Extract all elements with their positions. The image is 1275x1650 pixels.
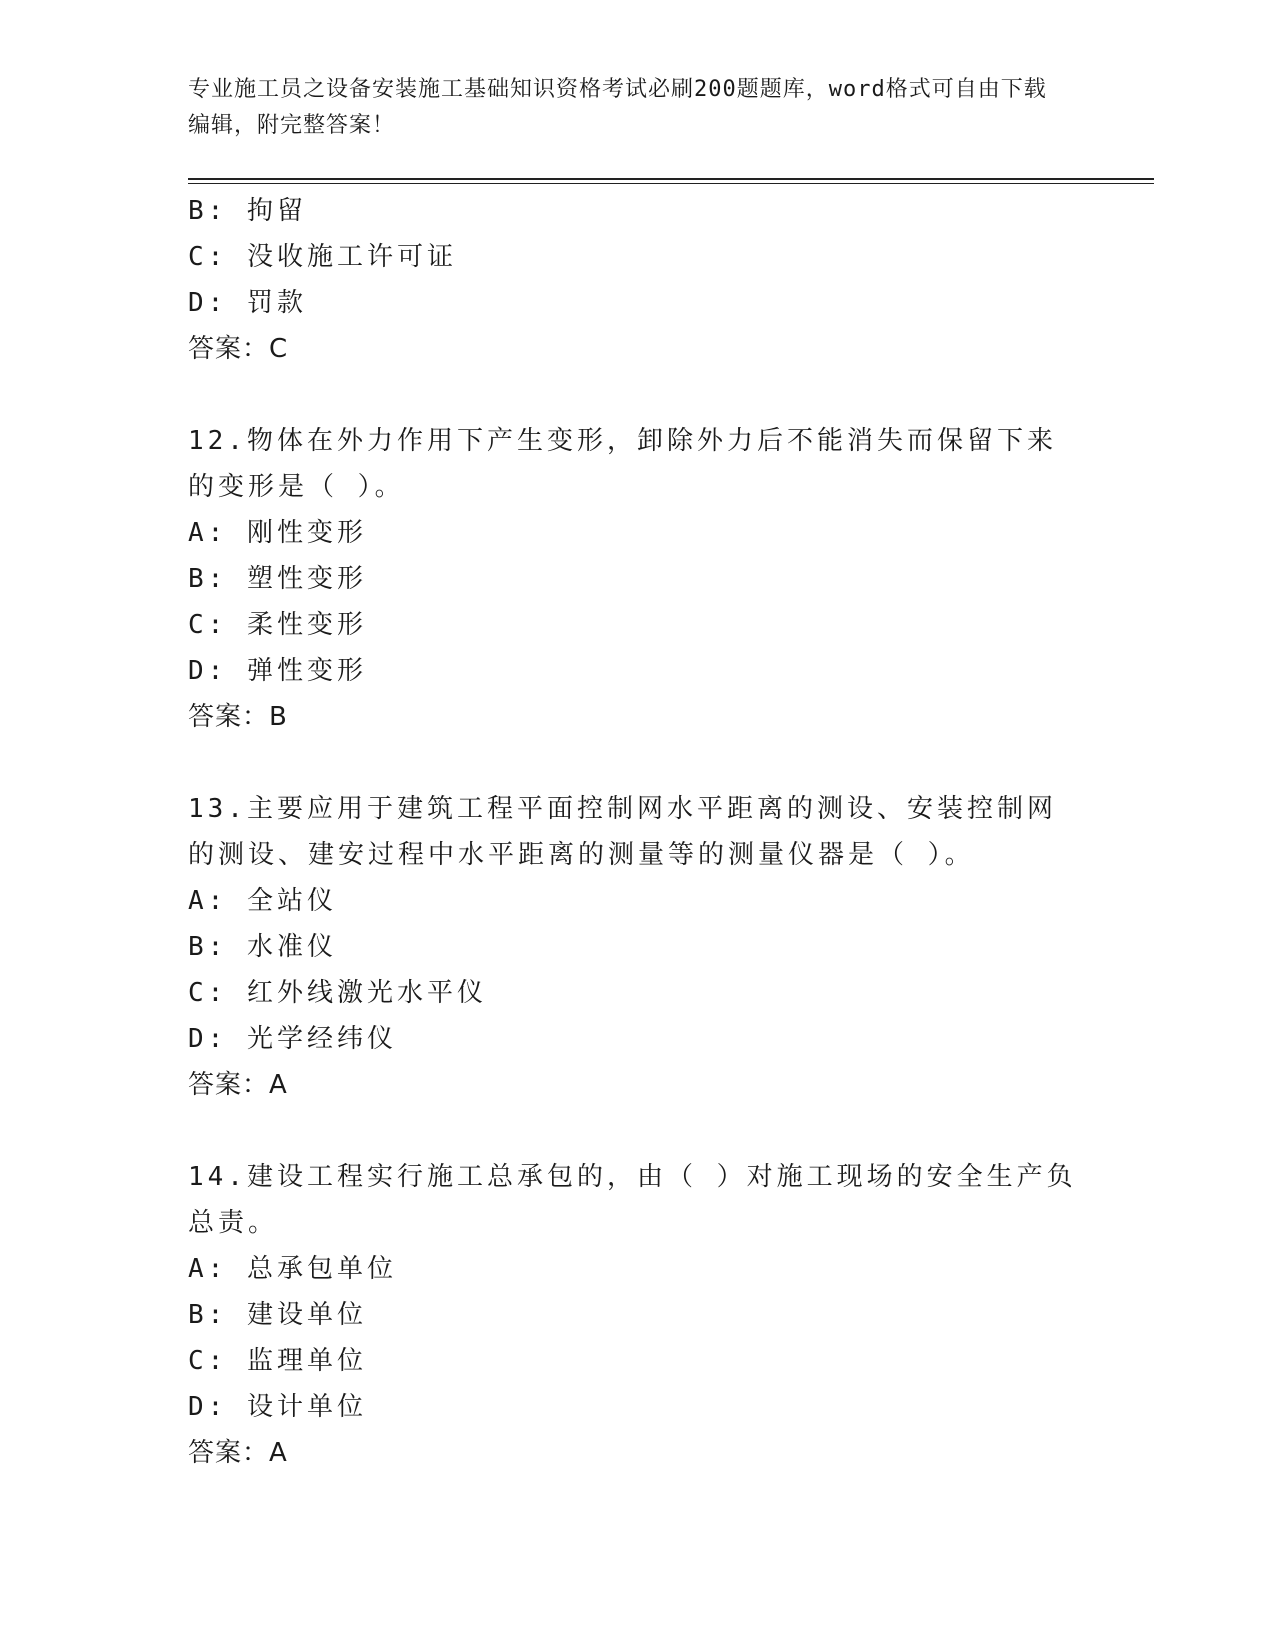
option-b: B: 建设单位: [188, 1300, 367, 1330]
option-c: C: 红外线激光水平仪: [188, 978, 487, 1008]
option-d: D: 罚款: [188, 288, 307, 318]
option-b: B: 拘留: [188, 196, 307, 226]
option-d: D: 设计单位: [188, 1392, 367, 1422]
question-13: [188, 786, 1088, 1108]
question-stem: 14.建设工程实行施工总承包的，由（ ）对施工现场的安全生产负总责。: [188, 1162, 1077, 1238]
option-b: B: 水准仪: [188, 932, 337, 962]
option-c: C: 监理单位: [188, 1346, 367, 1376]
option-a: A: 刚性变形: [188, 518, 367, 548]
header-rule-thick: [188, 178, 1154, 180]
option-a: A: 总承包单位: [188, 1254, 397, 1284]
prev-question-block: [188, 188, 1088, 372]
question-content: [188, 188, 1088, 1476]
document-header: 专业施工员之设备安装施工基础知识资格考试必刷200题题库，word格式可自由下载编辑，附完整答案！: [188, 77, 1047, 138]
option-d: D: 光学经纬仪: [188, 1024, 397, 1054]
answer-line: 答案：C: [188, 334, 289, 364]
question-14: [188, 1154, 1088, 1476]
question-stem: 12.物体在外力作用下产生变形，卸除外力后不能消失而保留下来的变形是（ ）。: [188, 426, 1057, 502]
option-d: D: 弹性变形: [188, 656, 367, 686]
answer-line: 答案：A: [188, 1070, 288, 1100]
question-stem: 13.主要应用于建筑工程平面控制网水平距离的测设、安装控制网的测设、建安过程中水平距离的测量等的测量仪器是（ ）。: [188, 794, 1057, 870]
answer-line: 答案：B: [188, 702, 288, 732]
option-b: B: 塑性变形: [188, 564, 367, 594]
question-12: [188, 418, 1088, 740]
option-a: A: 全站仪: [188, 886, 337, 916]
header-rule-thin: [188, 183, 1154, 184]
option-c: C: 没收施工许可证: [188, 242, 457, 272]
answer-line: 答案：A: [188, 1438, 288, 1468]
option-c: C: 柔性变形: [188, 610, 367, 640]
